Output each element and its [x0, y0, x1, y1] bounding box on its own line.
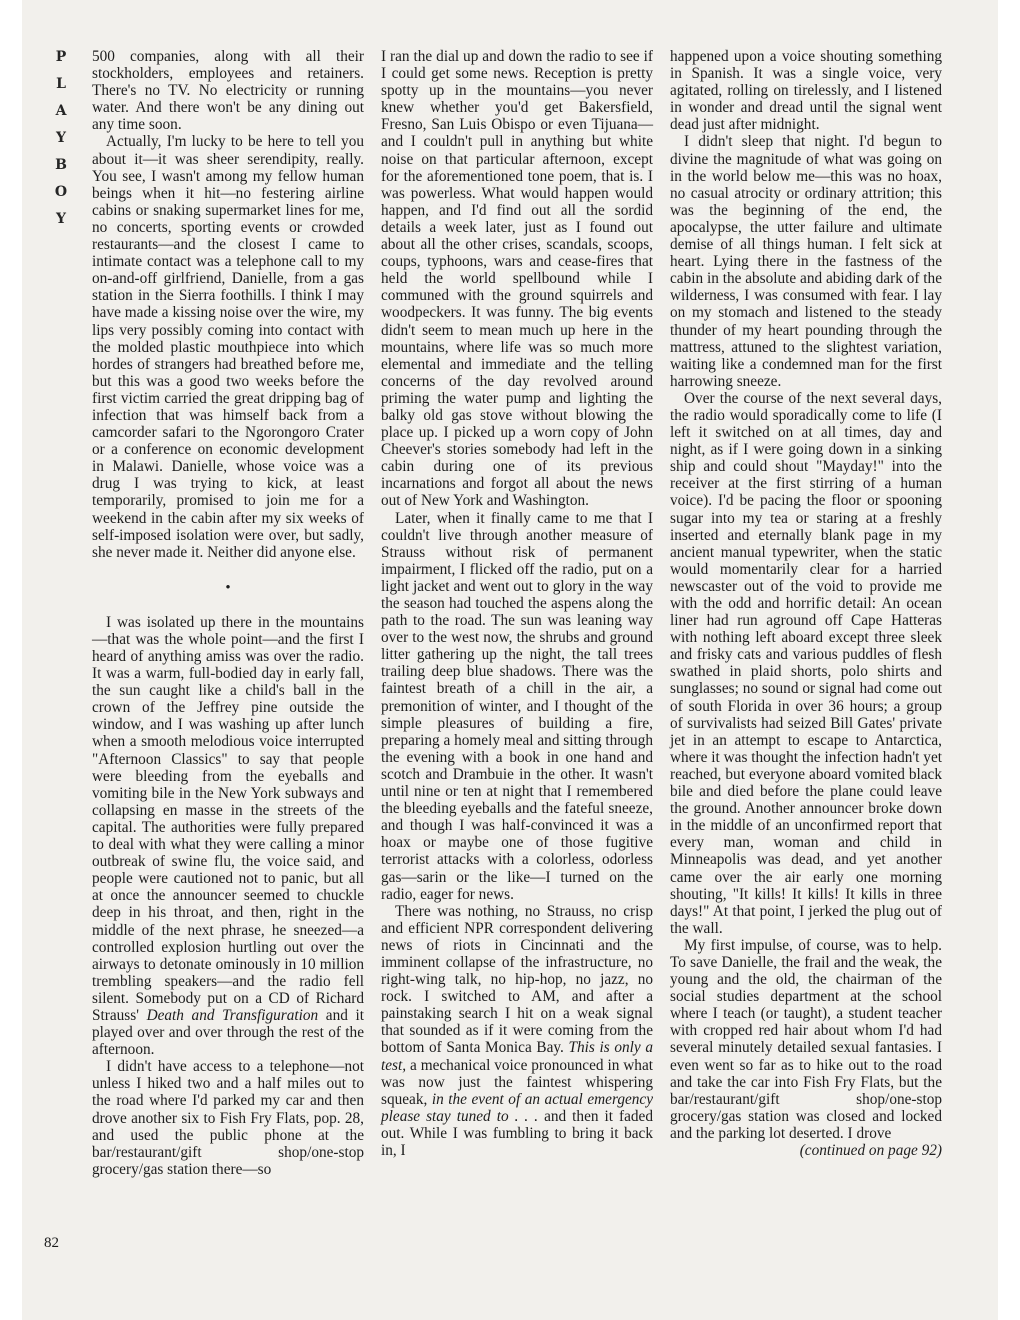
text-run: There was nothing, no Strauss, no crisp and efficient NPR correspondent delivering news of riots in Cincinnati and the imminent collapse of the infrastructure, no right-wing talk, no hip-hop, no jazz, no rock. I switched to AM, and after a painstaking search I hit on a weak signal that sounded as if it were coming from the bottom of Santa Monica Bay.	[381, 902, 653, 1057]
sidebar-letter: Y	[56, 211, 66, 227]
magazine-page	[22, 0, 998, 1320]
paragraph: I didn't have access to a telephone—not unless I hiked two and a half miles out to the road where I'd parked my car and then drove another six to Fish Fry Flats, pop. 28, and used the public phone at the bar/restaurant/gift shop/one-stop grocery/gas station there—so	[92, 1058, 364, 1178]
text-run: I was isolated up there in the mountains—that was the whole point—and the first I heard of anything amiss was over the radio. It was a warm, full-bodied day in early fall, the sun caught like a child's ball in the crown of the Jeffrey pine outside the window, and I was washing up after lunch when a smooth melodious voice interrupted "Afternoon Classics" to say that people were bleeding from the eyeballs and vomiting bile in the New York subways and collapsing en masse in the streets of the capital. The authorities were fully prepared to deal with what they were calling a minor outbreak of swine flu, the voice said, and people were cautioned not to panic, but all at once the announcer seemed to chuckle deep in his throat, and then, right in the middle of the next phrase, he sneezed—a controlled explosion hurtling out over the airways to detonate ominously in 10 million trembling speakers—and the radio fell silent. Somebody put on a CD of Richard Strauss'	[92, 613, 364, 1024]
text-run: and it played over and over through the rest of the afternoon.	[92, 1006, 364, 1059]
paragraph: Actually, I'm lucky to be here to tell you about it—it was sheer serendipity, really. You see, I wasn't among my fellow human beings when it hit—no festering airline cabins or snaking supermarket lines for me, no concerts, sporting events or crowded restaurants—and the closest I came to intimate contact was a telephone call to my on-and-off girlfriend, Danielle, from a gas station in the Sierra foothills. I think I may have made a kissing noise over the wire, my lips very possibly coming into contact with the molded plastic mouthpiece into which hordes of strangers had breathed before me, but this was a good two weeks before the first victim carried the great dripping bag of infection that was himself back from a camcorder safari to the Ngorongoro Crater or a conference on economic development in Malawi. Danielle, whose voice was a drug I was trying to kick, at least temporarily, promised to join me for a weekend in the cabin after my six weeks of self-imposed isolation were over, but sadly, she never made it. Neither did anyone else.	[92, 133, 364, 561]
paragraph	[92, 614, 364, 1058]
paragraph: I ran the dial up and down the radio to see if I could get some news. Reception is pretty spotty up in the mountains—you never knew whether you'd get Bakersfield, Fresno, San Luis Obispo or even Tijuana—and I couldn't pull in anything but white noise on that particular afternoon, except for the aforementioned tone poem, that is. I was powerless. What would happen would happen, and I'd find out all the sordid details a week later, just as I found out about all the other crises, scandals, scoops, coups, typhoons, wars and cease-fires that held the world spellbound while I communed with the ground squirrels and woodpeckers. It was funny. The big events didn't seem to mean much up here in the mountains, where life was so much more elemental and immediate and the telling concerns of the day revolved around priming the water pump and lighting the balky old gas stove without blowing the place up. I picked up a worn copy of John Cheever's stories somebody had left in the cabin during one of its previous incarnations and forgot all about the news out of New York and Washington.	[381, 48, 653, 510]
text-column-3	[670, 48, 942, 1159]
sidebar-letter: A	[55, 103, 67, 119]
sidebar-letter: Y	[56, 130, 66, 146]
paragraph: I didn't sleep that night. I'd begun to divine the magnitude of what was going on in the world below me—this was no hoax, no casual atrocity or ordinary attrition; this was the beginning of the end, the apocalypse, the utter failure and ultimate demise of all things human. I felt sick at heart. Lying there in the fastness of the cabin in the absolute and abiding dark of the wilderness, I was consumed with fear. I lay on my stomach and listened to the steady thunder of my heart pounding through the mattress, attuned to the slightest variation, waiting like a condemned man for the first harrowing sneeze.	[670, 133, 942, 390]
italic-text: This is only a test,	[381, 1039, 654, 1074]
paragraph: 500 companies, along with all their stockholders, employees and retainers. There's no TV. No electricity or running water. And there won't be any dining out any time soon.	[92, 48, 364, 134]
text-column-1	[92, 48, 364, 1178]
italic-text: in the event of an actual emergency please stay tuned to . . .	[381, 1090, 653, 1125]
paragraph: Over the course of the next several days, the radio would sporadically come to life (I left it switched on at all times, day and night, as if I were going down in a sinking ship and could shout "Mayday!" into the receiver at the first stirring of a human voice). I'd be pacing the floor or spooning sugar into my tea or staring at a freshly inserted and eternally blank page in my ancient manual typewriter, when the static would momentarily clear for a harried newscaster out of the void to provide me with the odd and horrific detail: An ocean liner had run aground off Cape Hatteras with nothing left aboard except three sleek and frisky cats and various puddles of flesh swathed in plaid shorts, polo shirts and sunglasses; no sound or signal had come out of south Florida in over 36 hours; a group of survivalists had seized Bill Gates' private jet in an attempt to escape to Antarctica, where it was thought the infection hadn't yet reached, but everyone aboard vomited black bile and died before the plane could leave the ground. Another announcer broke down in the middle of an unconfirmed report that every man, woman and child in Minneapolis was dead, and yet another came over the air early one morning shouting, "It kills! It kills! It kills in three days!" At that point, I jerked the plug out of the wall.	[670, 389, 942, 937]
paragraph	[381, 903, 653, 1159]
paragraph: happened upon a voice shouting something in Spanish. It was a single voice, very agitated, rolling on tirelessly, and I listened in wonder and dread until the signal went dead just after midnight.	[670, 48, 942, 134]
paragraph: My first impulse, of course, was to help. To save Danielle, the frail and the weak, the young and the old, the chairman of the social studies department at the school where I teach (or taught), a student teacher with cropped red hair about whom I'd had several minutely detailed sexual fantasies. I even went so far as to hike out to the road and take the car into Fish Fry Flats, but the bar/restaurant/gift shop/one-stop grocery/gas station was closed and locked and the parking lot deserted. I drove	[670, 936, 942, 1142]
sidebar-letter: B	[55, 157, 67, 173]
sidebar-letter: O	[54, 184, 68, 200]
italic-title: Death and Transfiguration	[146, 1006, 319, 1024]
text-run: and then it faded out. While I was fumbling to bring it back in, I	[381, 1107, 653, 1159]
paragraph: Later, when it finally came to me that I couldn't live through another measure of Strauss without risk of permanent impairment, I flicked off the radio, put on a light jacket and went out to glory in the way the season had touched the aspens along the path to the road. The sun was leaning way over to the west now, the shrubs and ground litter gathering up the night, the tall trees trailing deep blue shadows. There was the faintest breath of a chill in the air, a premonition of winter, and I thought of the simple pleasures of building a fire, preparing a homely meal and sitting through the evening with a book in one hand and scotch and Drambuie in the other. It wasn't until nine or ten at night that I remembered the bleeding eyeballs and the fateful sneeze, and though I was half-convinced it was a hoax or maybe one of those fugitive terrorist attacks with a colorless, odorless gas—sarin or the like—I turned on the radio, eager for news.	[381, 509, 653, 903]
magazine-sidebar-logo	[48, 44, 74, 233]
page-number: 82	[44, 1235, 59, 1251]
section-break-bullet: •	[225, 579, 231, 596]
text-column-2	[381, 48, 653, 1159]
sidebar-letter: L	[56, 76, 66, 92]
text-run: a mechanical voice pronounced in what was now just the faintest whispering squeak,	[381, 1056, 653, 1108]
sidebar-letter: P	[55, 49, 67, 65]
continued-note: (continued on page 92)	[799, 1142, 942, 1159]
